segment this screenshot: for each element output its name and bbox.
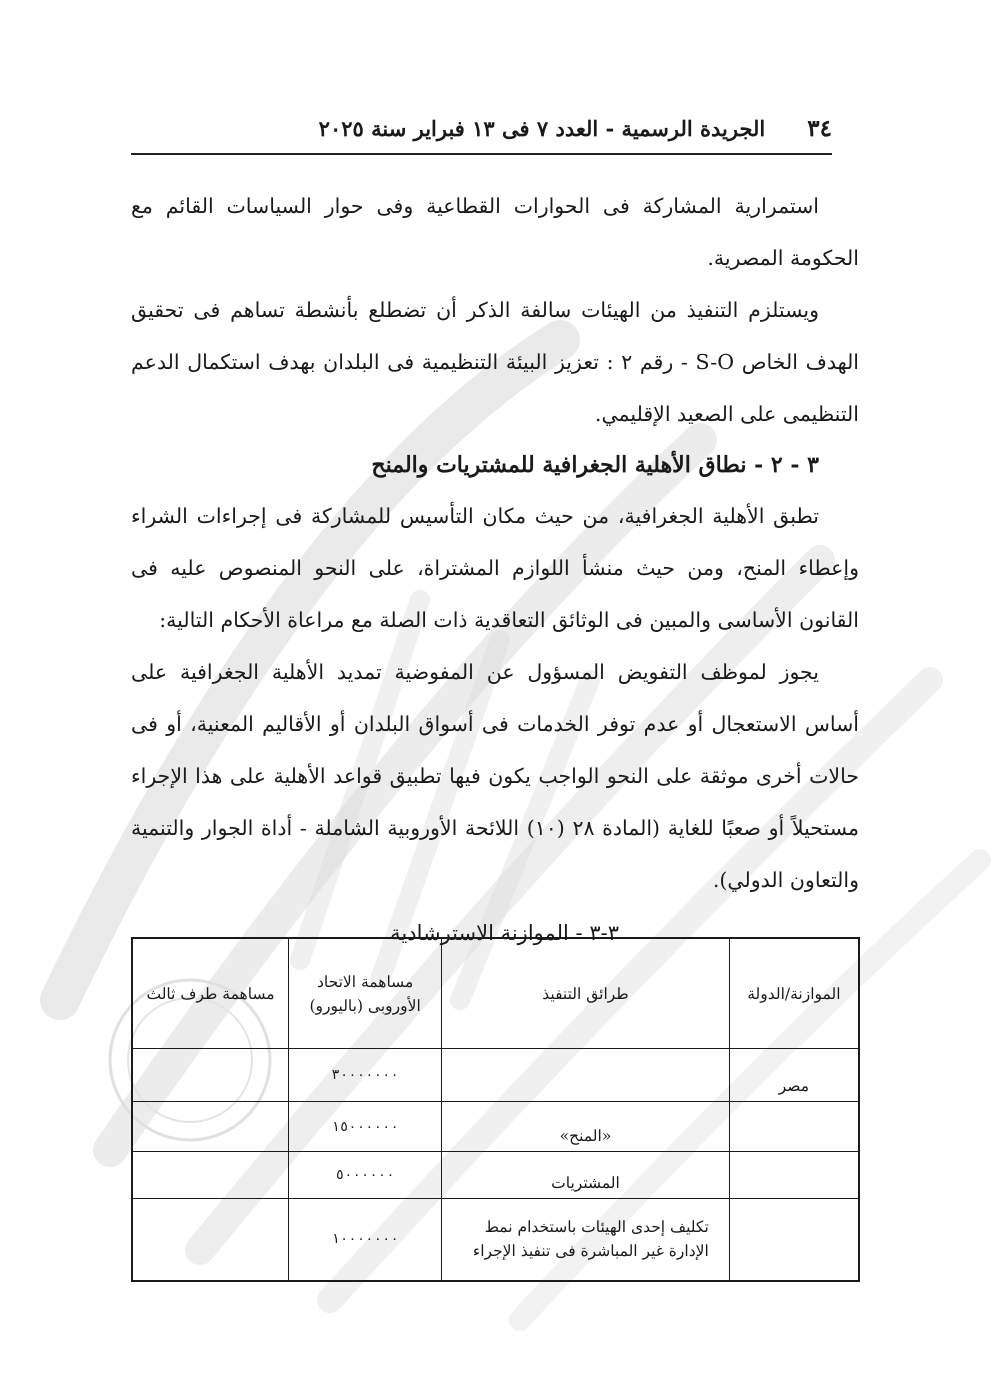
paragraph-3: تطبق الأهلية الجغرافية، من حيث مكان التأسيس للمشاركة فى إجراءات الشراء وإعطاء المنح، ومن حيث منشأ اللوازم المشتراة، على النحو المنصوص عليه فى القانون الأساسى والمبين فى الوثائق التعاقدية ذات الصلة مع مراعاة الأحكام التالية: [131,504,859,632]
paragraph-1: استمرارية المشاركة فى الحوارات القطاعية وفى حوار السياسات القائم مع الحكومة المصرية. [131,194,859,270]
table-row [132,1152,859,1198]
cell-eu: ١٠٠٠٠٠٠٠ [289,1198,442,1281]
table-row [132,1049,859,1101]
cell-third [132,1152,289,1198]
header-title: الجريدة الرسمية - العدد ٧ فى ١٣ فبراير سنة ٢٠٢٥ [318,115,766,141]
section-subheading: ٣-٣ - الموازنة الاسترشادية [390,921,619,945]
budget-table [131,937,860,1282]
cell-country [729,1152,859,1198]
cell-country [729,1101,859,1151]
table-header-row [132,938,859,1049]
cell-third [132,1198,289,1281]
paragraph-4: يجوز لموظف التفويض المسؤول عن المفوضية تمديد الأهلية الجغرافية على أساس الاستعجال أو عدم توفر الخدمات فى أسواق البلدان أو الأقاليم المعنية، أو فى حالات أخرى موثقة على النحو الواجب يكون فيها تطبيق قواعد الأهلية على هذا الإجراء مستحيلاً أو صعبًا للغاية (المادة ٢٨ (١٠) اللائحة الأوروبية الشاملة - أداة الجوار والتنمية والتعاون الدولي). [131,660,859,892]
cell-method: «المنح» [442,1101,730,1151]
cell-third [132,1049,289,1101]
cell-eu: ١٥٠٠٠٠٠٠ [289,1101,442,1151]
body-text [131,180,859,960]
page-header [131,108,832,148]
header-divider [131,153,832,155]
header-method: طرائق التنفيذ [442,938,730,1049]
paragraph-2: ويستلزم التنفيذ من الهيئات سالفة الذكر أن تضطلع بأنشطة تساهم فى تحقيق الهدف الخاص S-O - رقم ٢ : تعزيز البيئة التنظيمية فى البلدان بهدف استكمال الدعم التنظيمى على الصعيد الإقليمي. [131,298,860,426]
cell-country: مصر [729,1049,859,1101]
table-row [132,1101,859,1151]
cell-method: تكليف إحدى الهيئات باستخدام نمط الإدارة غير المباشرة فى تنفيذ الإجراء [442,1198,730,1281]
section-heading: ٣ - ٢ - نطاق الأهلية الجغرافية للمشتريات والمنح [371,452,819,478]
cell-third [132,1101,289,1151]
table-row [132,1198,859,1281]
page-number: ٣٤ [807,114,832,142]
cell-eu: ٣٠٠٠٠٠٠٠ [289,1049,442,1101]
header-country: الموازنة/الدولة [729,938,859,1049]
cell-country [729,1198,859,1281]
cell-method [442,1049,730,1101]
cell-method: المشتريات [442,1152,730,1198]
header-eu-contribution: مساهمة الاتحاد الأوروبى (باليورو) [289,938,442,1049]
cell-eu: ٥٠٠٠٠٠٠ [289,1152,442,1198]
header-third-party: مساهمة طرف ثالث [132,938,289,1049]
